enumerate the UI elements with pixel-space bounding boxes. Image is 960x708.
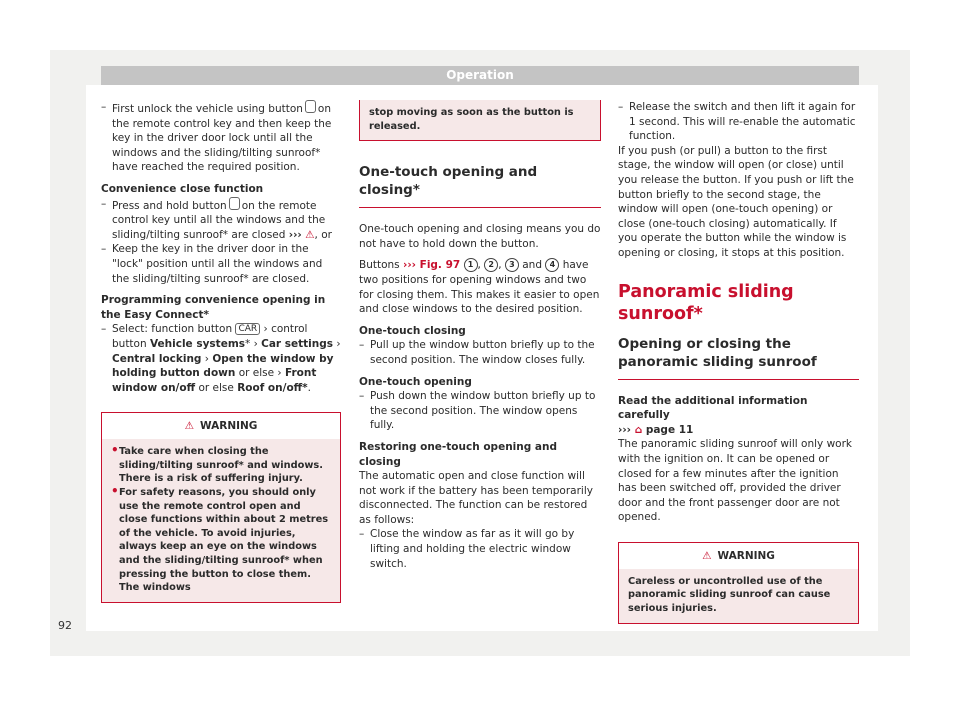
warning-body: stop moving as soon as the button is released. bbox=[360, 100, 600, 140]
warning-box bbox=[101, 412, 341, 603]
section-heading: Programming convenience opening in the Easy Connect* bbox=[101, 294, 326, 321]
list-item: – Release the switch and then lift it again for 1 second. This will re-enable the automatic function. bbox=[618, 100, 859, 144]
column-2 bbox=[359, 100, 601, 571]
section-title-rule bbox=[618, 335, 859, 380]
section-heading: Restoring one-touch opening and closing bbox=[359, 440, 557, 468]
warning-triangle-icon: ⚠ bbox=[702, 549, 712, 562]
warning-header: ⚠ WARNING bbox=[102, 413, 340, 439]
chapter-title: Panoramic sliding sunroof* bbox=[618, 281, 794, 324]
warning-triangle-icon: ⚠ bbox=[184, 420, 194, 433]
page-reference[interactable]: ››› ⌂ page 11 bbox=[618, 423, 694, 436]
paragraph: The automatic open and close function will not work if the battery has been temporarily disconnected. The function can be restored as follows: bbox=[359, 470, 593, 526]
list-item: – First unlock the vehicle using button on the remote control key and then keep the key in the driver door lock until all the windows and the sliding/tilting sunroof* have reached the required position. bbox=[101, 100, 341, 175]
paragraph: Buttons ››› Fig. 97 1 , 2 , 3 and 4 have two positions for opening windows and two for closing them. This makes it easier to open and close windows to the desired position. bbox=[359, 259, 600, 316]
warning-bullet: • For safety reasons, you should only use the remote control open and close functions within about 2 metres of the vehicle. To avoid injuries, always keep an eye on the windows and the sliding/tilting sunroof* when pressing the button to close them. The windows bbox=[111, 486, 331, 595]
warning-triangle-icon: ⚠ bbox=[305, 228, 315, 241]
warning-bullet: • Take care when closing the sliding/tilting sunroof* and windows. There is a risk of suffering injury. bbox=[111, 445, 331, 486]
warning-box-continued bbox=[359, 100, 601, 141]
book-icon: ⌂ bbox=[634, 423, 643, 436]
section-heading: One-touch opening bbox=[359, 375, 472, 388]
warning-box bbox=[618, 542, 859, 624]
list-item: – Push down the window button briefly up to the second position. The window opens fully. bbox=[359, 389, 601, 433]
column-1 bbox=[101, 100, 341, 603]
paragraph: The panoramic sliding sunroof will only work with the ignition on. It can be opened or closed for a few minutes after the ignition has been switched off, provided the driver door and the front passenger door are not opened. bbox=[618, 438, 852, 524]
list-item: – Select: function button CAR › control button Vehicle systems* › Car settings › Central locking › Open the window by holding button down or else › Front window on/off or else Roof on/off*. bbox=[101, 322, 341, 395]
section-title: One-touch opening and closing* bbox=[359, 164, 538, 199]
warning-header: ⚠ WARNING bbox=[619, 543, 858, 569]
warning-body bbox=[102, 439, 340, 602]
car-key-button: CAR bbox=[235, 323, 260, 335]
page-number: 92 bbox=[58, 619, 72, 632]
key-lock-icon bbox=[229, 197, 240, 210]
arrow-ref-icon: ››› bbox=[288, 228, 302, 241]
section-title: Opening or closing the panoramic sliding sunroof bbox=[618, 335, 817, 370]
key-lock-icon bbox=[305, 100, 316, 113]
column-3 bbox=[618, 100, 859, 624]
warning-body: Careless or uncontrolled use of the panoramic sliding sunroof can cause serious injuries. bbox=[619, 569, 858, 623]
section-title-rule bbox=[359, 163, 601, 208]
list-item: – Close the window as far as it will go by lifting and holding the electric window switch. bbox=[359, 527, 601, 571]
page-header: Operation bbox=[101, 66, 859, 85]
read-info-heading: Read the additional information carefully bbox=[618, 394, 808, 422]
section-heading: One-touch closing bbox=[359, 324, 466, 337]
section-heading: Convenience close function bbox=[101, 182, 264, 195]
list-item: – Keep the key in the driver door in the "lock" position until all the windows and the sliding/tilting sunroof* are closed. bbox=[101, 242, 341, 286]
list-item: – Pull up the window button briefly up to the second position. The window closes fully. bbox=[359, 338, 601, 367]
fig-reference[interactable]: ››› Fig. 97 bbox=[403, 259, 461, 272]
paragraph: If you push (or pull) a button to the first stage, the window will open (or close) until you release the button. If you push or lift the button briefly to the second stage, the window will open (one-touch opening) or close (one-touch closing) automatically. If you operate the button while the window is opening or closing, it stops at this position. bbox=[618, 144, 854, 259]
paragraph: One-touch opening and closing means you do not have to hold down the button. bbox=[359, 223, 601, 250]
list-item: – Press and hold button on the remote control key until all the windows and the sliding/tilting sunroof* are closed ››› ⚠, or bbox=[101, 197, 341, 243]
